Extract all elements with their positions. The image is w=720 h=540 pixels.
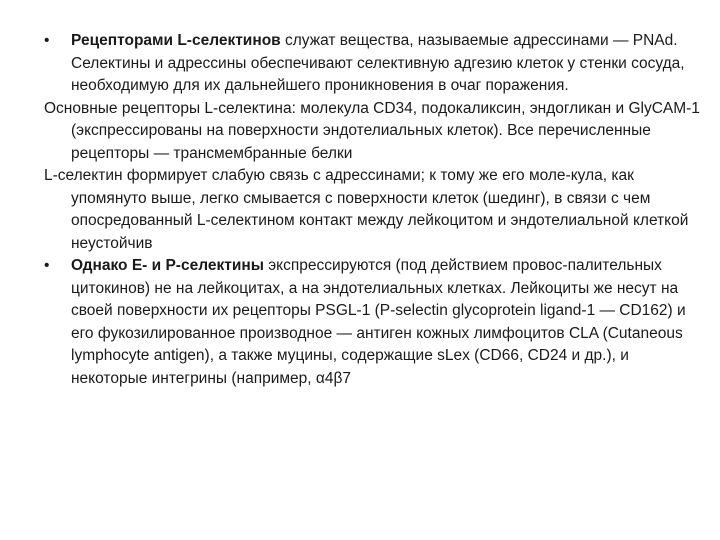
bold-lead: Однако Е- и Р-селектины (71, 257, 264, 274)
bullet-mark: • (44, 32, 50, 49)
paragraph-text: экспрессируются (под действием провос-палительных цитокинов) не на лейкоцитах, а на эндотелиальных клетках. Лейкоциты же несут на своей поверхности их рецепторы PSGL-1 (P-selectin glycoprotein ligand-1 — CD162) и его фукозилированное производное — антиген кожных лимфоцитов CLA (Cutaneous lymphocyte antigen), а также муцины, содержащие sLex (CD66, CD24 и др.), и некоторые интегрины (например, α4β7 (71, 257, 686, 387)
paragraph-main-receptors (44, 98, 704, 166)
paragraph-e-p-selectins (44, 255, 704, 390)
paragraph-text: служат вещества, называемые адрессинами — PNAd. Селектины и адрессины обеспечивают селективную адгезию клеток у стенки сосуда, необходимую для их дальнейшего проникновения в очаг поражения. (71, 32, 685, 94)
paragraph-text: L-селектин формирует слабую связь с адрессинами; к тому же его моле-кула, как упомянуто выше, легко смывается с поверхности клеток (шединг), в связи с чем опосредованный L-селектином контакт между лейкоцитом и эндотелиальной клеткой неустойчив (44, 167, 689, 252)
bullet-mark: • (44, 257, 50, 274)
paragraph-weak-binding (44, 165, 704, 255)
bold-lead: Рецепторами L-селектинов (71, 32, 281, 49)
paragraph-l-selectin-receptors (44, 30, 704, 98)
slide-text (44, 30, 704, 390)
paragraph-text: Основные рецепторы L-селектина: молекула CD34, подокаликсин, эндогликан и GlyCAM-1 (экспрессированы на поверхности эндотелиальных клеток). Все перечисленные рецепторы — трансмембранные белки (44, 99, 700, 162)
